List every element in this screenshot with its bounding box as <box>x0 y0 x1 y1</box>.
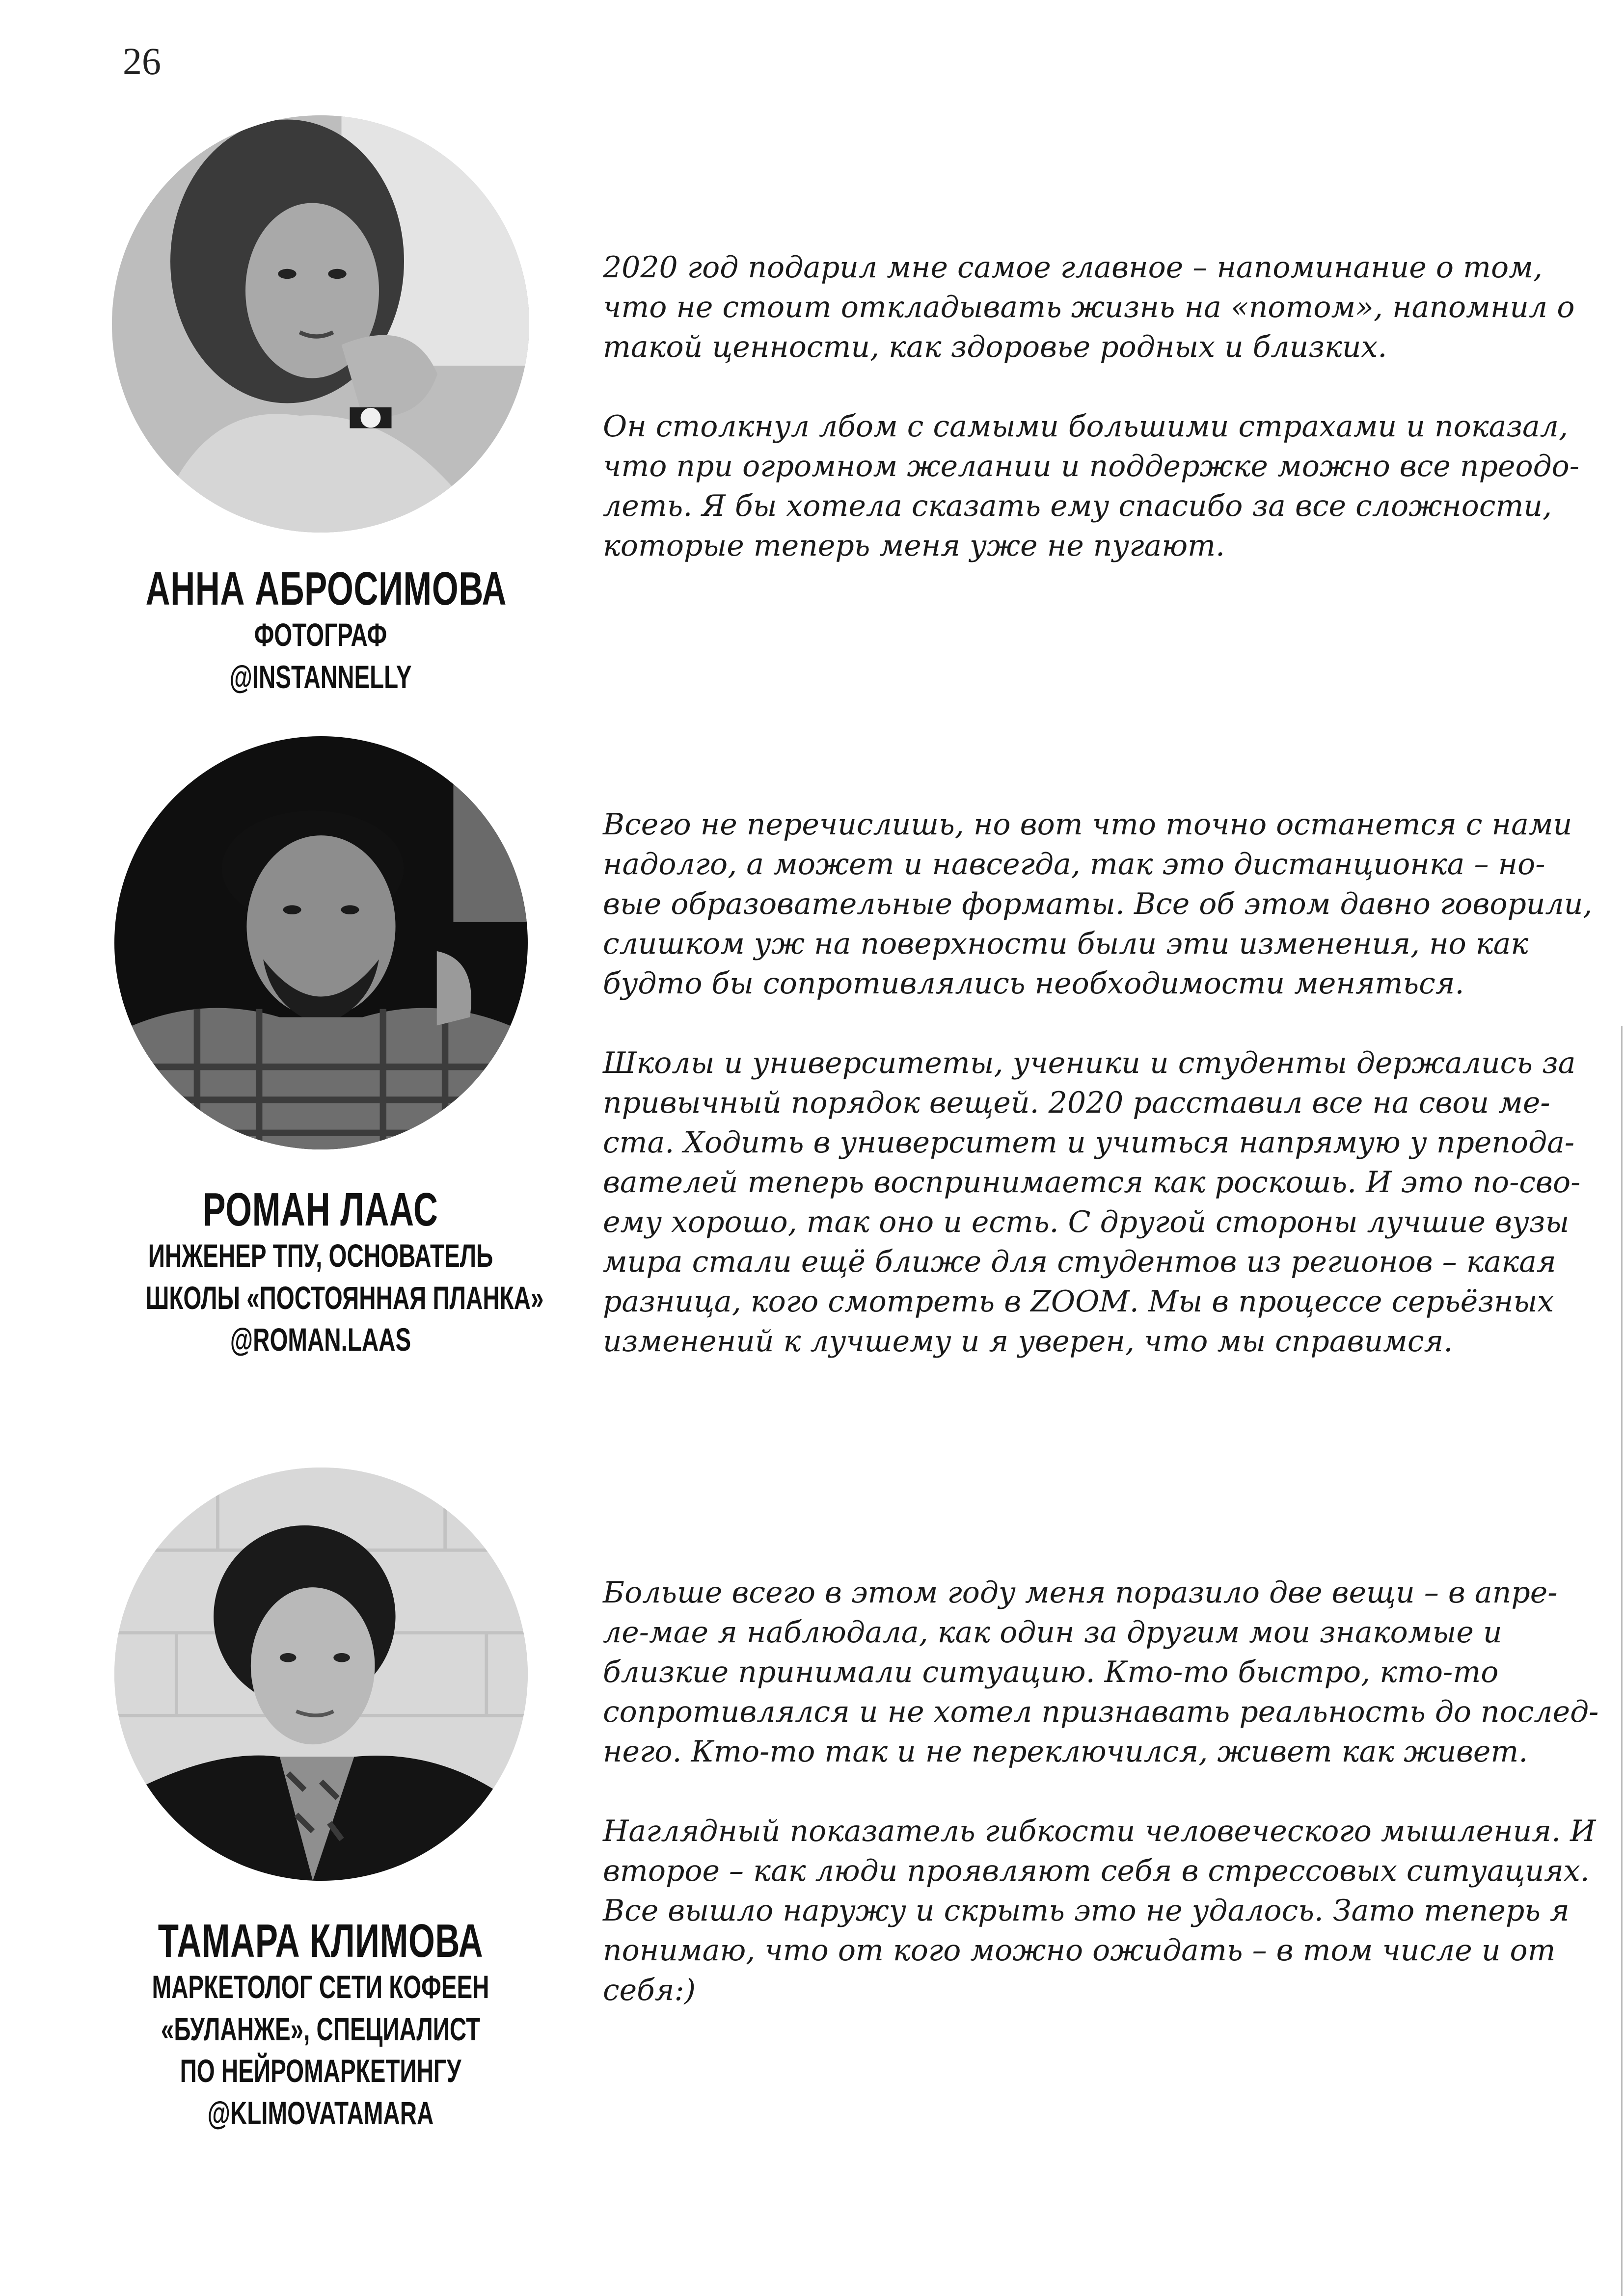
quote-line: ста. Ходить в университет и учиться напрямую у препода- <box>603 1125 1575 1160</box>
person-caption-anna <box>78 564 564 698</box>
quote-line: Все вышло наружу и скрыть это не удалось. Зато теперь я <box>603 1894 1570 1928</box>
quote-line: Наглядный показатель гибкости человеческого мышления. И <box>603 1814 1596 1848</box>
person-role-line: ПО НЕЙРОМАРКЕТИНГУ <box>180 2053 461 2089</box>
quote-line: сопротивлялся и не хотел признавать реальность до послед- <box>603 1695 1599 1729</box>
quote-line: вателей теперь воспринимается как роскошь. И это по-сво- <box>603 1165 1581 1200</box>
person-role-line: МАРКЕТОЛОГ СЕТИ КОФЕЕН <box>152 1968 489 2005</box>
quote-paragraph <box>603 248 1575 367</box>
portrait-photo-anna <box>112 115 529 533</box>
portrait-photo-roman <box>114 736 528 1149</box>
quote-line: ле-мае я наблюдала, как один за другим мои знакомые и <box>603 1615 1502 1650</box>
quote-paragraph <box>603 1573 1599 1772</box>
quote-line: привычный порядок вещей. 2020 расставил все на свои ме- <box>603 1086 1550 1120</box>
quote-line: близкие принимали ситуацию. Кто-то быстро, кто-то <box>603 1655 1499 1689</box>
person-caption-roman <box>78 1185 564 1361</box>
person-name: АННА АБРОСИМОВА <box>145 562 507 615</box>
quote-line: ему хорошо, так оно и есть. С другой стороны лучшие вузы <box>603 1205 1570 1239</box>
quote-line: будто бы сопротивлялись необходимости меняться. <box>603 966 1464 1001</box>
quote-line: слишком уж на поверхности были эти изменения, но как <box>603 927 1529 961</box>
person-role-line: «БУЛАНЖЕ», СПЕЦИАЛИСТ <box>161 2010 481 2047</box>
quote-paragraph <box>603 407 1579 566</box>
quote-line: вые образовательные форматы. Все об этом давно говорили, <box>603 887 1593 921</box>
quote-line: мира стали ещё ближе для студентов из регионов – какая <box>603 1245 1556 1279</box>
quote-line: Больше всего в этом году меня поразило две вещи – в апре- <box>603 1575 1558 1610</box>
quote-line: Школы и университеты, ученики и студенты держались за <box>603 1046 1576 1080</box>
quote-paragraph <box>603 805 1593 1004</box>
quote-anna <box>603 248 1579 566</box>
quote-line: Он столкнул лбом с самыми большими страхами и показал, <box>603 409 1569 444</box>
person-caption-tamara <box>78 1917 564 2135</box>
page-edge-divider <box>1621 1026 1623 2296</box>
person-name: РОМАН ЛААС <box>203 1183 438 1236</box>
quote-line: надолго, а может и навсегда, так это дистанционка – но- <box>603 847 1545 881</box>
quote-line: что при огромном желании и поддержке можно все преодо- <box>603 449 1579 483</box>
quote-line: понимаю, что от кого можно ожидать – в том числе и от <box>603 1933 1556 1968</box>
quote-line: него. Кто-то так и не переключился, живет как живет. <box>603 1735 1528 1769</box>
person-name: ТАМАРА КЛИМОВА <box>158 1915 484 1967</box>
quote-paragraph <box>603 1812 1596 2010</box>
person-handle: @KLIMOVATAMARA <box>207 2095 434 2132</box>
quote-line: леть. Я бы хотела сказать ему спасибо за все сложности, <box>603 489 1552 523</box>
quote-roman <box>603 805 1593 1362</box>
person-role-line: ШКОЛЫ «ПОСТОЯННАЯ ПЛАНКА» <box>145 1279 544 1316</box>
person-handle: @ROMAN.LAAS <box>230 1321 411 1358</box>
person-role-line: ФОТОГРАФ <box>254 616 387 653</box>
quote-line: что не стоит откладывать жизнь на «потом», напомнил о <box>603 290 1575 324</box>
quote-line: второе – как люди проявляют себя в стрессовых ситуациях. <box>603 1854 1590 1888</box>
person-handle: @INSTANNELLY <box>229 658 412 695</box>
quote-line: которые теперь меня уже не пугают. <box>603 529 1225 563</box>
quote-line: разница, кого смотреть в ZOOM. Мы в процессе серьёзных <box>603 1284 1554 1319</box>
quote-line: Всего не перечислишь, но вот что точно останется с нами <box>603 807 1572 842</box>
quote-tamara <box>603 1573 1599 2010</box>
quote-paragraph <box>603 1043 1581 1362</box>
person-role-line: ИНЖЕНЕР ТПУ, ОСНОВАТЕЛЬ <box>148 1237 493 1274</box>
portrait-photo-tamara <box>114 1468 528 1881</box>
quote-line: 2020 год подарил мне самое главное – напоминание о том, <box>603 250 1543 285</box>
page-number: 26 <box>123 40 161 82</box>
quote-line: себя:) <box>603 1973 696 2007</box>
quote-line: изменений к лучшему и я уверен, что мы справимся. <box>603 1324 1453 1359</box>
quote-line: такой ценности, как здоровье родных и близких. <box>603 330 1387 364</box>
